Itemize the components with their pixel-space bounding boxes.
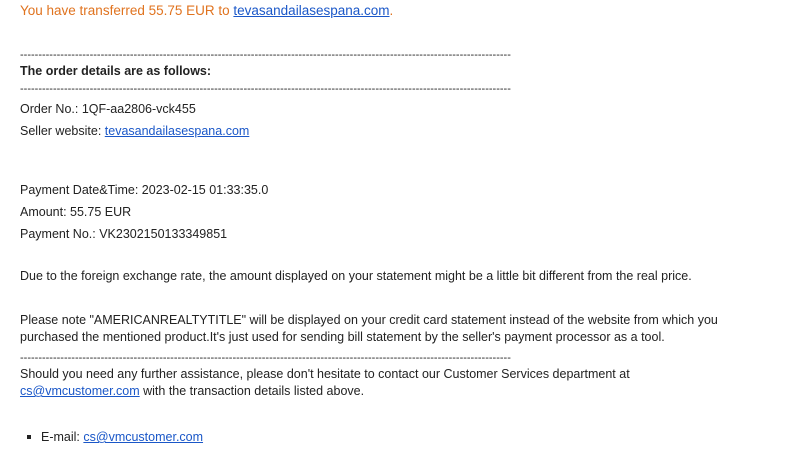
order-details-heading: The order details are as follows: — [20, 64, 212, 78]
seller-website-link[interactable]: tevasandailasespana.com — [104, 124, 250, 138]
seller-website-label: Seller website: — [20, 124, 105, 138]
payment-amount: Amount: 55.75 EUR — [20, 205, 132, 219]
statement-descriptor-note: Please note "AMERICANREALTYTITLE" will be displayed on your credit card statement instead of the website from which you purchased the mentioned product.It's just used for sending bill statement by the seller's payment processor as a tool. — [20, 313, 718, 344]
bullet-icon — [27, 435, 31, 439]
transfer-prefix: You have transferred 55.75 EUR to — [20, 3, 234, 18]
support-message — [20, 366, 740, 400]
seller-website — [20, 123, 249, 139]
separator-bottom: -------------------------------------------------------------------------------------------------------------------------------------- — [20, 83, 511, 95]
support-prefix: Should you need any further assistance, please don't hesitate to contact our Customer Services department at — [20, 367, 630, 381]
order-number: Order No.: 1QF-aa2806-vck455 — [20, 102, 196, 116]
exchange-rate-note: Due to the foreign exchange rate, the amount displayed on your statement might be a little bit different from the real price. — [20, 269, 692, 283]
payment-datetime: Payment Date&Time: 2023-02-15 01:33:35.0 — [20, 183, 269, 197]
transfer-suffix: . — [389, 3, 394, 18]
separator-support: -------------------------------------------------------------------------------------------------------------------------------------- — [20, 352, 511, 364]
support-suffix: with the transaction details listed above. — [139, 384, 365, 398]
support-email-link[interactable]: cs@vmcustomer.com — [20, 384, 140, 398]
transfer-merchant-link[interactable]: tevasandailasespana.com — [233, 3, 390, 18]
email-list-link[interactable]: cs@vmcustomer.com — [83, 430, 204, 444]
transfer-message — [20, 3, 393, 19]
email-label: E-mail: — [41, 430, 84, 444]
email-list-item — [27, 429, 203, 445]
separator-top: -------------------------------------------------------------------------------------------------------------------------------------- — [20, 49, 511, 61]
payment-number: Payment No.: VK2302150133349851 — [20, 227, 228, 241]
